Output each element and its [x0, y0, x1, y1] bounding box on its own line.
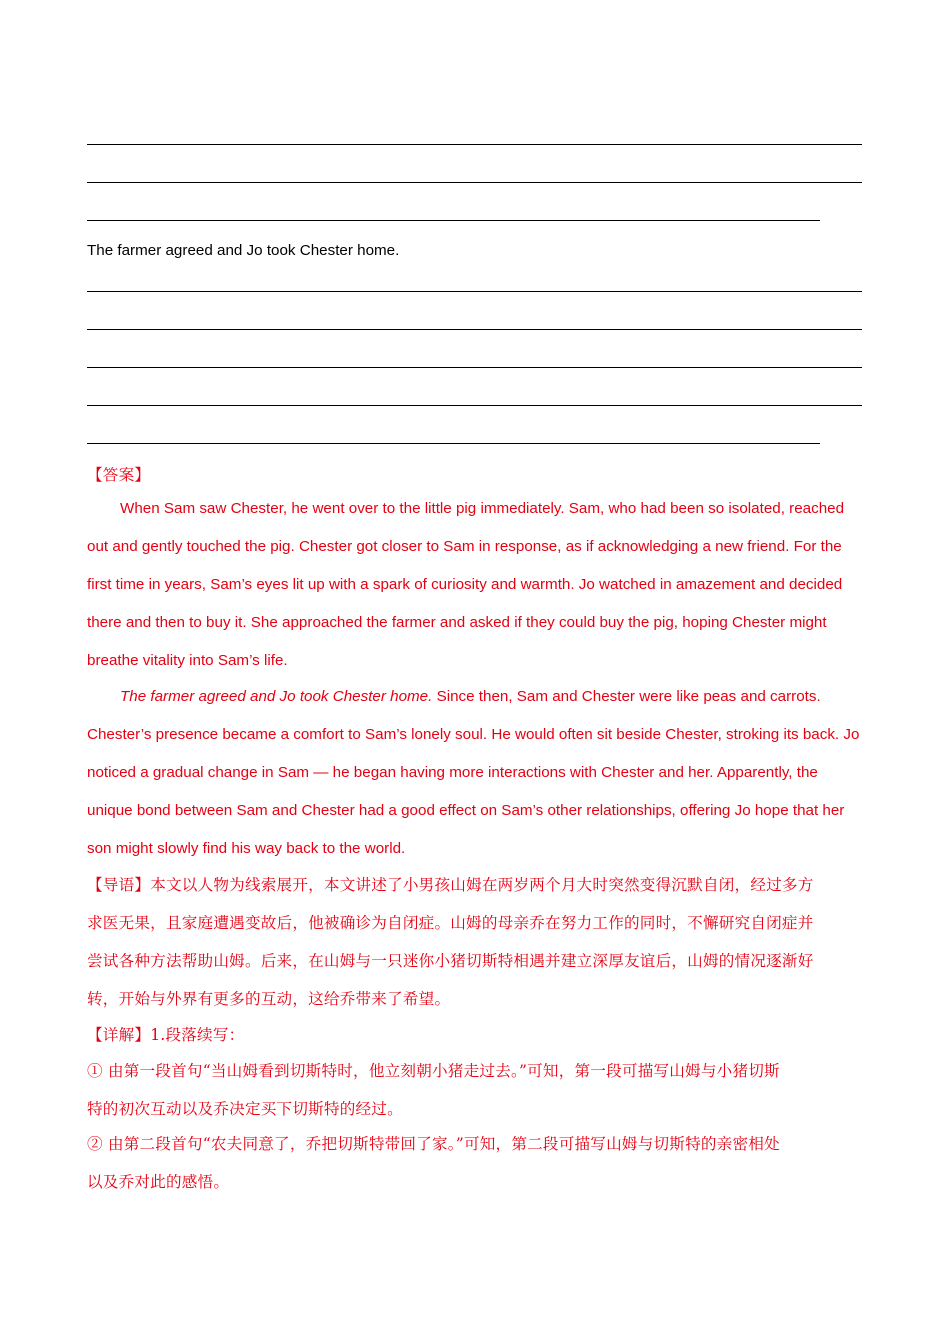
answer-para2-line: unique bond between Sam and Chester had a good effect on Sam’s other relationships, offering Jo hope that her	[87, 802, 845, 819]
writing-line-5[interactable]	[87, 329, 862, 330]
writing-line-8[interactable]	[87, 443, 820, 444]
answer-para2-first-line	[120, 687, 863, 707]
detail-item1-line: 特的初次互动以及乔决定买下切斯特的经过。	[87, 1100, 403, 1118]
answer-para2-line: noticed a gradual change in Sam — he began having more interactions with Chester and her. Apparently, the	[87, 764, 818, 781]
detail-label: 【详解】	[87, 1026, 151, 1044]
paragraph-prompt: The farmer agreed and Jo took Chester home.	[87, 242, 400, 259]
guide-line: 求医无果，且家庭遭遇变故后，他被确诊为自闭症。山姆的母亲乔在努力工作的同时，不懈研究自闭症并	[87, 914, 814, 932]
guide-label: 【导语】	[87, 876, 151, 894]
answer-para1-line: breathe vitality into Sam’s life.	[87, 652, 288, 669]
writing-line-4[interactable]	[87, 291, 862, 292]
answer-para1-line: When Sam saw Chester, he went over to the little pig immediately. Sam, who had been so isolated, reached	[120, 500, 845, 517]
answer-para2-line: Chester’s presence became a comfort to Sam’s lonely soul. He would often sit beside Chester, stroking its back. Jo	[87, 726, 860, 743]
answer-para1-line: first time in years, Sam’s eyes lit up with a spark of curiosity and warmth. Jo watched in amazement and decided	[87, 576, 843, 593]
guide-line: 【导语】本文以人物为线索展开，本文讲述了小男孩山姆在两岁两个月大时突然变得沉默自闭，经过多方	[87, 876, 814, 894]
detail-heading: 【详解】1.段落续写：	[87, 1026, 245, 1044]
detail-item1-line: ① 由第一段首句“当山姆看到切斯特时，他立刻朝小猪走过去。”可知，第一段可描写山姆与小猪切斯	[87, 1062, 780, 1080]
guide-line: 尝试各种方法帮助山姆。后来，在山姆与一只迷你小猪切斯特相遇并建立深厚友谊后，山姆的情况逐渐好	[87, 952, 814, 970]
guide-line: 转，开始与外界有更多的互动，这给乔带来了希望。	[87, 990, 451, 1008]
detail-item2-line: 以及乔对此的感悟。	[87, 1173, 230, 1191]
writing-line-7[interactable]	[87, 405, 862, 406]
answer-para1-line: there and then to buy it. She approached the farmer and asked if they could buy the pig, hoping Chester might	[87, 614, 827, 631]
writing-line-6[interactable]	[87, 367, 862, 368]
prompt-sentence-italic: The farmer agreed and Jo took Chester home.	[120, 688, 433, 705]
detail-item2-line: ② 由第二段首句“农夫同意了，乔把切斯特带回了家。”可知，第二段可描写山姆与切斯特的亲密相处	[87, 1135, 780, 1153]
writing-line-3[interactable]	[87, 220, 820, 221]
answer-para1-line: out and gently touched the pig. Chester got closer to Sam in response, as if acknowledging a new friend. For the	[87, 538, 842, 555]
answer-para2-line: son might slowly find his way back to the world.	[87, 840, 406, 857]
answer-label: 【答案】	[87, 466, 151, 484]
answer-para2-first-rest: Since then, Sam and Chester were like peas and carrots.	[432, 688, 821, 705]
writing-line-1[interactable]	[87, 144, 862, 145]
writing-line-2[interactable]	[87, 182, 862, 183]
